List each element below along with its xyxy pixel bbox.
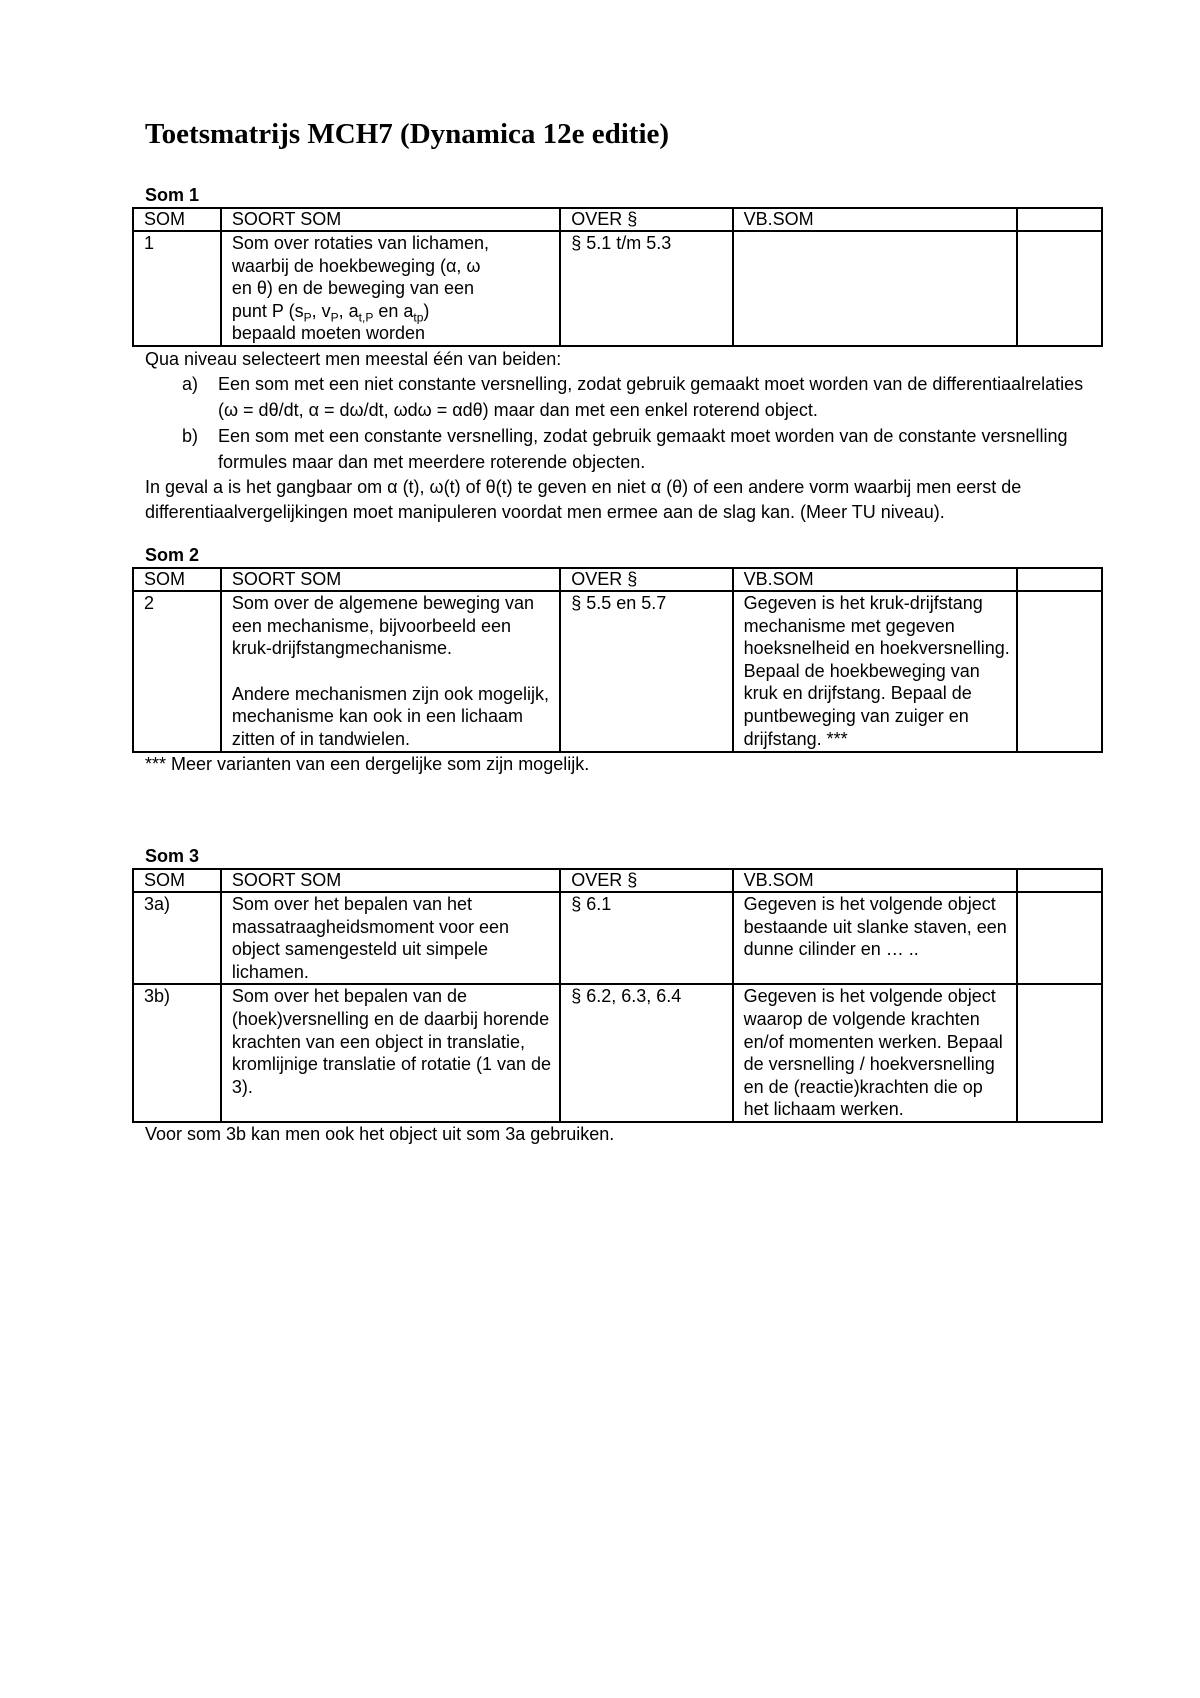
subscript-p: P — [330, 310, 339, 325]
som-1-closing: In geval a is het gangbaar om α (t), ω(t) of θ(t) te geven en niet α (θ) of een andere vorm waarbij men eerst de differentiaalvergelijkingen moet manipuleren voordat men ermee aan de slag kan. (Meer TU niveau). — [145, 476, 1022, 522]
cell-over: § 6.1 — [560, 892, 732, 984]
subscript-tp: tp — [413, 310, 424, 325]
soort-line-1: Som over rotaties van lichamen, — [231, 233, 489, 253]
soort-line-3: en θ) en de beweging van een — [231, 278, 475, 299]
cell-vb-som: Gegeven is het kruk-drijfstang mechanisme met gegeven hoeksnelheid en hoekversnelling. Bepaal de hoekbeweging van kruk en drijfstang. Bepaal de puntbeweging van zuiger en drijfstang. *** — [733, 591, 1018, 752]
soort-and-a: en a — [373, 300, 414, 321]
header-over: OVER § — [560, 869, 732, 892]
cell-som: 3b) — [133, 984, 221, 1122]
cell-som: 1 — [133, 231, 221, 346]
cell-soort-som — [221, 591, 560, 752]
header-over: OVER § — [560, 568, 732, 591]
som-1-intro: Qua niveau selecteert men meestal één van beiden: — [145, 348, 562, 369]
som-2-note: *** Meer varianten van een dergelijke som zijn mogelijk. — [145, 753, 590, 774]
option-text-b: Een som met een constante versnelling, zodat gebruik gemaakt moet worden van de constante versnelling formules maar dan met meerdere roterende objecten. — [218, 425, 1068, 472]
som-3-heading: Som 3 — [145, 846, 200, 866]
soort-line-5: bepaald moeten worden — [231, 323, 426, 344]
header-empty — [1017, 568, 1102, 591]
cell-empty — [1017, 591, 1102, 752]
soort-comma-a: , a — [338, 300, 359, 321]
soort-close: ) — [423, 300, 430, 321]
som-2-table — [132, 567, 1103, 753]
som-1-table — [132, 207, 1103, 347]
cell-vb-som: Gegeven is het volgende object bestaande uit slanke staven, een dunne cilinder en … .. — [733, 892, 1018, 984]
cell-over: § 5.5 en 5.7 — [560, 591, 732, 752]
som-3-note: Voor som 3b kan men ook het object uit som 3a gebruiken. — [145, 1123, 615, 1144]
option-mark-a: a) — [182, 373, 199, 394]
section-som-3 — [132, 845, 1103, 1146]
table-row — [133, 231, 1102, 346]
section-som-1 — [132, 184, 1103, 525]
table-header-row — [133, 208, 1102, 231]
cell-soort-som: Som over het bepalen van de (hoek)versnelling en de daarbij horende krachten van een object in translatie, kromlijnige translatie of rotatie (1 van de 3). — [221, 984, 560, 1122]
table-header-row — [133, 869, 1102, 892]
table-row — [133, 984, 1102, 1122]
cell-empty — [1017, 892, 1102, 984]
soort-line-2: waarbij de hoekbeweging (α, ω — [231, 255, 481, 276]
cell-soort-som: Som over het bepalen van het massatraagheidsmoment voor een object samengesteld uit simpele lichamen. — [221, 892, 560, 984]
table-row — [133, 892, 1102, 984]
option-mark-b: b) — [182, 425, 199, 446]
header-soort-som: SOORT SOM — [221, 869, 560, 892]
header-soort-som: SOORT SOM — [221, 568, 560, 591]
list-item — [132, 371, 1103, 423]
header-som: SOM — [133, 869, 221, 892]
subscript-p: P — [303, 310, 312, 325]
header-som: SOM — [133, 568, 221, 591]
soort-line-4-prefix: punt P (s — [231, 300, 304, 321]
header-vb-som: VB.SOM — [733, 869, 1018, 892]
table-header-row — [133, 568, 1102, 591]
cell-som: 2 — [133, 591, 221, 752]
header-vb-som: VB.SOM — [733, 208, 1018, 231]
cell-soort-som — [221, 231, 560, 346]
cell-over: § 6.2, 6.3, 6.4 — [560, 984, 732, 1122]
som-1-heading: Som 1 — [145, 185, 200, 205]
soort-paragraph-1: Som over de algemene beweging van een mechanisme, bijvoorbeeld een kruk-drijfstangmechanisme. — [231, 593, 535, 659]
som-1-options — [132, 371, 1103, 475]
cell-over: § 5.1 t/m 5.3 — [560, 231, 732, 346]
cell-vb-som: Gegeven is het volgende object waarop de volgende krachten en/of momenten werken. Bepaal de versnelling / hoekversnelling en de (reactie)krachten die op het lichaam werken. — [733, 984, 1018, 1122]
header-vb-som: VB.SOM — [733, 568, 1018, 591]
header-empty — [1017, 869, 1102, 892]
header-som: SOM — [133, 208, 221, 231]
header-soort-som: SOORT SOM — [221, 208, 560, 231]
cell-som: 3a) — [133, 892, 221, 984]
som-3-table — [132, 868, 1103, 1123]
option-text-a: Een som met een niet constante versnelling, zodat gebruik gemaakt moet worden van de differentiaalrelaties (ω = dθ/dt, α = dω/dt, ωdω = αdθ) maar dan met een enkel roterend object. — [218, 373, 1084, 420]
cell-empty — [1017, 984, 1102, 1122]
subscript-tp: t,P — [358, 310, 374, 325]
header-empty — [1017, 208, 1102, 231]
section-som-2 — [132, 544, 1103, 776]
header-over: OVER § — [560, 208, 732, 231]
list-item — [132, 423, 1103, 475]
cell-empty — [1017, 231, 1102, 346]
soort-line-4 — [231, 300, 430, 325]
soort-comma-v: , v — [311, 300, 331, 321]
soort-paragraph-2: Andere mechanismen zijn ook mogelijk, mechanisme kan ook in een lichaam zitten of in tandwielen. — [231, 683, 550, 749]
cell-vb-som — [733, 231, 1018, 346]
document-title: Toetsmatrijs MCH7 (Dynamica 12e editie) — [145, 118, 670, 150]
som-2-heading: Som 2 — [145, 545, 200, 565]
table-row — [133, 591, 1102, 752]
